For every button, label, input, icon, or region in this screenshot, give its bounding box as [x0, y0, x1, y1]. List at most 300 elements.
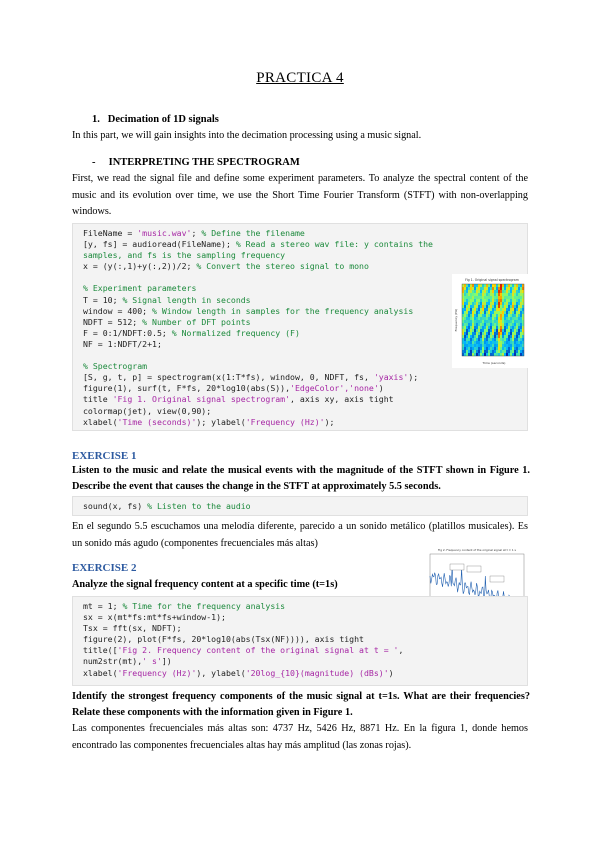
- spectrogram-cell: [522, 329, 524, 332]
- spectrogram-cell: [486, 338, 488, 341]
- spectrogram-cell: [498, 347, 500, 350]
- spectrogram-cell: [480, 311, 482, 314]
- figure-1-xlabel: Time (seconds): [482, 361, 506, 365]
- spectrogram-cell: [518, 353, 520, 356]
- spectrogram-cell: [514, 311, 516, 314]
- spectrogram-cell: [464, 284, 466, 287]
- spectrogram-cell: [476, 317, 478, 320]
- spectrogram-cell: [518, 344, 520, 347]
- spectrogram-cell: [464, 341, 466, 344]
- spectrogram-cell: [522, 341, 524, 344]
- spectrogram-cell: [500, 344, 502, 347]
- spectrogram-cell: [516, 314, 518, 317]
- spectrogram-cell: [520, 299, 522, 302]
- spectrogram-cell: [480, 299, 482, 302]
- spectrogram-cell: [470, 314, 472, 317]
- spectrogram-cell: [470, 299, 472, 302]
- spectrogram-cell: [506, 335, 508, 338]
- spectrogram-cell: [508, 308, 510, 311]
- spectrogram-cell: [492, 344, 494, 347]
- spectrogram-cell: [488, 284, 490, 287]
- spectrogram-cell: [476, 284, 478, 287]
- spectrogram-cell: [520, 311, 522, 314]
- code-block-frequency: [72, 596, 528, 686]
- spectrogram-cell: [488, 320, 490, 323]
- spectrogram-cell: [508, 284, 510, 287]
- spectrogram-cell: [470, 332, 472, 335]
- spectrogram-cell: [468, 338, 470, 341]
- spectrogram-cell: [480, 314, 482, 317]
- code1-line: window = 400; % Window length in samples for the frequency analysis: [83, 305, 414, 316]
- spectrogram-cell: [490, 308, 492, 311]
- code1-line: [y, fs] = audioread(FileName); % Read a stereo wav file: y contains the: [83, 239, 433, 250]
- spectrogram-cell: [470, 338, 472, 341]
- spectrogram-cell: [506, 317, 508, 320]
- spectrogram-cell: [518, 338, 520, 341]
- spectrogram-cell: [520, 338, 522, 341]
- spectrogram-cell: [488, 353, 490, 356]
- spectrogram-cell: [498, 314, 500, 317]
- spectrogram-cell: [520, 341, 522, 344]
- spectrogram-cell: [470, 323, 472, 326]
- subsection-paragraph: First, we read the signal file and define some experiment parameters. To analyze the spectral content of the music and its evolution over time, we use the Short Time Fourier Transform (STFT) with non-overlapping windows.: [72, 173, 528, 217]
- exercise-2-question: Analyze the signal frequency content at a specific time (t=1s): [72, 579, 338, 590]
- spectrogram-cell: [486, 290, 488, 293]
- code1-line: xlabel('Time (seconds)'); ylabel('Frequency (Hz)');: [83, 416, 335, 427]
- spectrogram-cell: [482, 284, 484, 287]
- spectrogram-cell: [504, 308, 506, 311]
- spectrogram-cell: [480, 341, 482, 344]
- spectrogram-cell: [500, 314, 502, 317]
- spectrogram-cell: [496, 323, 498, 326]
- code1-line: FileName = 'music.wav'; % Define the filename: [83, 228, 305, 238]
- spectrogram-cell: [470, 326, 472, 329]
- spectrogram-cell: [496, 299, 498, 302]
- spectrogram-cell: [500, 296, 502, 299]
- spectrogram-cell: [516, 335, 518, 338]
- spectrogram-cell: [514, 314, 516, 317]
- spectrogram-cell: [516, 296, 518, 299]
- exercise-2-heading: EXERCISE 2: [72, 562, 137, 574]
- spectrogram-cell: [502, 317, 504, 320]
- spectrogram-cell: [492, 320, 494, 323]
- spectrogram-cell: [480, 287, 482, 290]
- spectrogram-cell: [518, 329, 520, 332]
- spectrogram-cell: [488, 314, 490, 317]
- spectrogram-cell: [508, 335, 510, 338]
- spectrogram-cell: [468, 347, 470, 350]
- spectrogram-cell: [476, 338, 478, 341]
- spectrogram-cell: [494, 344, 496, 347]
- spectrogram-cell: [478, 311, 480, 314]
- spectrogram-cell: [498, 353, 500, 356]
- spectrogram-cell: [482, 308, 484, 311]
- spectrogram-cell: [500, 332, 502, 335]
- spectrogram-cell: [516, 341, 518, 344]
- spectrogram-cell: [516, 353, 518, 356]
- data-tip-1: [450, 564, 464, 570]
- spectrogram-cell: [462, 320, 464, 323]
- spectrogram-cell: [484, 332, 486, 335]
- spectrogram-cell: [480, 347, 482, 350]
- spectrogram-cell: [464, 287, 466, 290]
- spectrogram-cell: [514, 344, 516, 347]
- spectrogram-cell: [494, 347, 496, 350]
- spectrogram-cell: [504, 353, 506, 356]
- spectrogram-cell: [470, 320, 472, 323]
- spectrogram-cell: [506, 290, 508, 293]
- spectrogram-cell: [508, 344, 510, 347]
- spectrogram-cell: [486, 323, 488, 326]
- spectrogram-cell: [480, 326, 482, 329]
- spectrogram-cell: [484, 287, 486, 290]
- spectrogram-cell: [464, 302, 466, 305]
- code1-line: title 'Fig 1. Original signal spectrogram', axis xy, axis tight: [83, 394, 394, 405]
- spectrogram-cell: [522, 353, 524, 356]
- figure-1-ylabel: Frequency (Hz): [454, 308, 458, 332]
- spectrogram-cell: [466, 302, 468, 305]
- spectrogram-cell: [502, 290, 504, 293]
- spectrogram-cell: [504, 302, 506, 305]
- spectrogram-cell: [482, 335, 484, 338]
- spectrogram-cell: [508, 299, 510, 302]
- spectrogram-cell: [506, 308, 508, 311]
- spectrogram-cell: [502, 338, 504, 341]
- spectrogram-cell: [492, 317, 494, 320]
- spectrogram-cell: [516, 326, 518, 329]
- spectrogram-cell: [486, 335, 488, 338]
- spectrogram-cell: [512, 290, 514, 293]
- spectrogram-cell: [498, 308, 500, 311]
- spectrogram-cell: [482, 344, 484, 347]
- spectrogram-cell: [518, 347, 520, 350]
- spectrogram-cell: [484, 341, 486, 344]
- spectrogram-cell: [478, 338, 480, 341]
- spectrogram-cell: [492, 290, 494, 293]
- spectrogram-cell: [464, 353, 466, 356]
- spectrogram-cell: [490, 344, 492, 347]
- spectrogram-cell: [482, 317, 484, 320]
- spectrogram-cell: [510, 314, 512, 317]
- spectrogram-cell: [518, 287, 520, 290]
- spectrogram-cell: [468, 326, 470, 329]
- spectrogram-cell: [514, 320, 516, 323]
- spectrogram-cell: [520, 296, 522, 299]
- spectrogram-cell: [508, 302, 510, 305]
- spectrogram-cell: [504, 293, 506, 296]
- spectrogram-cell: [504, 332, 506, 335]
- spectrogram-cell: [498, 350, 500, 353]
- spectrogram-cell: [506, 299, 508, 302]
- spectrogram-cell: [502, 293, 504, 296]
- spectrogram-cell: [512, 338, 514, 341]
- spectrogram-cell: [504, 323, 506, 326]
- spectrogram-cell: [482, 353, 484, 356]
- spectrogram-cell: [502, 341, 504, 344]
- spectrogram-cell: [510, 329, 512, 332]
- spectrogram-cell: [494, 320, 496, 323]
- spectrogram-cell: [506, 302, 508, 305]
- spectrogram-cell: [494, 299, 496, 302]
- spectrogram-cell: [466, 305, 468, 308]
- spectrogram-cell: [494, 293, 496, 296]
- spectrogram-cell: [486, 302, 488, 305]
- spectrogram-cell: [516, 305, 518, 308]
- spectrogram-cell: [492, 293, 494, 296]
- spectrogram-cell: [500, 350, 502, 353]
- spectrogram-cell: [512, 353, 514, 356]
- spectrogram-cell: [488, 329, 490, 332]
- spectrogram-cell: [488, 341, 490, 344]
- spectrogram-cell: [506, 305, 508, 308]
- spectrogram-cell: [518, 335, 520, 338]
- spectrogram-cell: [466, 329, 468, 332]
- spectrogram-cell: [462, 350, 464, 353]
- spectrogram-cell: [520, 335, 522, 338]
- spectrogram-cell: [472, 332, 474, 335]
- spectrogram-cell: [498, 329, 500, 332]
- spectrogram-cell: [510, 299, 512, 302]
- spectrogram-cell: [466, 308, 468, 311]
- spectrogram-cell: [482, 305, 484, 308]
- spectrogram-cell: [482, 320, 484, 323]
- spectrogram-cell: [490, 299, 492, 302]
- spectrogram-cell: [472, 335, 474, 338]
- spectrogram-cell: [520, 347, 522, 350]
- spectrogram-cell: [492, 323, 494, 326]
- spectrogram-cell: [518, 317, 520, 320]
- spectrogram-cell: [520, 332, 522, 335]
- spectrogram-cell: [516, 290, 518, 293]
- spectrogram-cell: [520, 290, 522, 293]
- spectrogram-cell: [486, 329, 488, 332]
- spectrogram-cell: [468, 344, 470, 347]
- spectrogram-cell: [464, 350, 466, 353]
- spectrogram-cell: [482, 287, 484, 290]
- spectrogram-cell: [492, 350, 494, 353]
- spectrogram-cell: [486, 344, 488, 347]
- spectrogram-cell: [508, 317, 510, 320]
- spectrogram-cell: [476, 290, 478, 293]
- spectrogram-cell: [484, 344, 486, 347]
- spectrogram-cell: [492, 353, 494, 356]
- spectrogram-cell: [496, 308, 498, 311]
- spectrogram-cell: [476, 299, 478, 302]
- spectrogram-cell: [476, 308, 478, 311]
- spectrogram-cell: [462, 305, 464, 308]
- spectrogram-cell: [472, 311, 474, 314]
- spectrogram-cell: [500, 347, 502, 350]
- spectrogram-cell: [480, 317, 482, 320]
- spectrogram-cell: [496, 335, 498, 338]
- spectrogram-cell: [476, 314, 478, 317]
- spectrogram-cell: [462, 344, 464, 347]
- spectrogram-cell: [482, 299, 484, 302]
- spectrogram-cell: [484, 329, 486, 332]
- spectrogram-cell: [474, 284, 476, 287]
- spectrogram-cell: [498, 284, 500, 287]
- spectrogram-cell: [486, 299, 488, 302]
- spectrogram-cell: [488, 338, 490, 341]
- spectrogram-cell: [466, 344, 468, 347]
- spectrogram-cell: [514, 341, 516, 344]
- spectrogram-cell: [486, 305, 488, 308]
- spectrogram-cell: [522, 344, 524, 347]
- spectrogram-cell: [462, 299, 464, 302]
- spectrogram-cell: [496, 287, 498, 290]
- spectrogram-cell: [508, 353, 510, 356]
- spectrogram-cell: [474, 335, 476, 338]
- spectrogram-cell: [504, 305, 506, 308]
- spectrogram-cell: [486, 296, 488, 299]
- spectrogram-cell: [498, 290, 500, 293]
- spectrogram-cell: [470, 293, 472, 296]
- spectrogram-cell: [478, 341, 480, 344]
- spectrogram-cell: [476, 323, 478, 326]
- spectrogram-cell: [508, 287, 510, 290]
- spectrogram-cell: [502, 332, 504, 335]
- spectrogram-cell: [514, 305, 516, 308]
- spectrogram-cell: [516, 344, 518, 347]
- spectrogram-cell: [502, 314, 504, 317]
- spectrogram-cell: [494, 290, 496, 293]
- spectrogram-cell: [494, 335, 496, 338]
- spectrogram-cell: [464, 329, 466, 332]
- spectrogram-cell: [478, 290, 480, 293]
- spectrogram-cell: [466, 335, 468, 338]
- spectrogram-cell: [484, 314, 486, 317]
- spectrogram-cell: [522, 311, 524, 314]
- spectrogram-cell: [474, 311, 476, 314]
- spectrogram-cell: [502, 284, 504, 287]
- spectrogram-cell: [520, 323, 522, 326]
- spectrogram-cell: [504, 290, 506, 293]
- spectrogram-cell: [496, 284, 498, 287]
- spectrogram-cell: [466, 338, 468, 341]
- code1-line: % Spectrogram: [83, 361, 148, 372]
- spectrogram-cell: [502, 320, 504, 323]
- code1-line: samples, and fs is the sampling frequency: [83, 250, 286, 261]
- spectrogram-cell: [478, 314, 480, 317]
- spectrogram-cell: [468, 296, 470, 299]
- spectrogram-cell: [470, 350, 472, 353]
- spectrogram-cell: [510, 347, 512, 350]
- spectrogram-cell: [466, 290, 468, 293]
- spectrogram-cell: [478, 335, 480, 338]
- spectrogram-cell: [510, 302, 512, 305]
- spectrogram-cell: [494, 314, 496, 317]
- spectrogram-cell: [510, 284, 512, 287]
- spectrogram-cell: [504, 329, 506, 332]
- spectrogram-cell: [478, 284, 480, 287]
- exercise-2-question-2: Identify the strongest frequency components of the music signal at t=1s. What are their frequencies? Relate these components with the information given in Figure 1.: [72, 691, 530, 718]
- spectrogram-cell: [508, 338, 510, 341]
- spectrogram-cell: [494, 308, 496, 311]
- spectrogram-cell: [470, 287, 472, 290]
- spectrogram-cell: [490, 326, 492, 329]
- spectrogram-cell: [468, 341, 470, 344]
- spectrogram-cell: [470, 317, 472, 320]
- code1-line: T = 10; % Signal length in seconds: [83, 294, 251, 305]
- spectrogram-cell: [496, 353, 498, 356]
- spectrogram-cell: [474, 314, 476, 317]
- spectrogram-cell: [492, 341, 494, 344]
- spectrogram-cell: [482, 290, 484, 293]
- spectrogram-cell: [504, 338, 506, 341]
- spectrogram-cell: [466, 350, 468, 353]
- spectrogram-cell: [496, 296, 498, 299]
- spectrogram-cell: [508, 350, 510, 353]
- spectrogram-cell: [498, 296, 500, 299]
- spectrogram-cell: [498, 335, 500, 338]
- spectrogram-cell: [474, 293, 476, 296]
- spectrogram-cell: [474, 317, 476, 320]
- spectrogram-cell: [502, 311, 504, 314]
- spectrogram-cell: [480, 329, 482, 332]
- spectrogram-cell: [466, 311, 468, 314]
- spectrogram-cell: [510, 332, 512, 335]
- spectrogram-cell: [466, 287, 468, 290]
- spectrogram-cell: [500, 299, 502, 302]
- spectrogram-cell: [500, 353, 502, 356]
- spectrogram-cell: [462, 353, 464, 356]
- spectrogram-cell: [502, 287, 504, 290]
- spectrogram-cell: [466, 314, 468, 317]
- spectrogram-cell: [484, 308, 486, 311]
- spectrogram-cell: [482, 350, 484, 353]
- spectrogram-cell: [488, 311, 490, 314]
- spectrogram-cell: [502, 299, 504, 302]
- spectrogram-cell: [502, 329, 504, 332]
- spectrogram-cell: [478, 308, 480, 311]
- spectrogram-cell: [472, 302, 474, 305]
- spectrogram-cell: [474, 350, 476, 353]
- spectrogram-cell: [498, 305, 500, 308]
- code1-line: NF = 1:NDFT/2+1;: [83, 338, 162, 349]
- spectrogram-cell: [512, 347, 514, 350]
- spectrogram-cell: [512, 296, 514, 299]
- spectrogram-cell: [496, 341, 498, 344]
- spectrogram-cell: [486, 353, 488, 356]
- spectrogram-cell: [508, 323, 510, 326]
- spectrogram-cell: [498, 311, 500, 314]
- spectrogram-cell: [510, 317, 512, 320]
- spectrogram-cell: [514, 296, 516, 299]
- spectrogram-cell: [488, 317, 490, 320]
- spectrogram-cell: [462, 287, 464, 290]
- spectrogram-cell: [490, 347, 492, 350]
- spectrogram-cell: [490, 311, 492, 314]
- spectrogram-cell: [466, 299, 468, 302]
- section-intro: In this part, we will gain insights into the decimation processing using a music signal.: [72, 130, 422, 141]
- spectrogram-cell: [500, 341, 502, 344]
- code1-line: NDFT = 512; % Number of DFT points: [83, 316, 251, 327]
- spectrogram-cell: [502, 347, 504, 350]
- spectrogram-cell: [488, 335, 490, 338]
- spectrogram-cell: [514, 308, 516, 311]
- spectrogram-cell: [498, 341, 500, 344]
- spectrogram-cell: [508, 347, 510, 350]
- spectrogram-cell: [470, 311, 472, 314]
- spectrogram-cell: [494, 311, 496, 314]
- spectrogram-cell: [464, 347, 466, 350]
- spectrogram-cell: [494, 323, 496, 326]
- spectrogram-cell: [472, 320, 474, 323]
- spectrogram-cell: [490, 350, 492, 353]
- spectrogram-cell: [478, 287, 480, 290]
- spectrogram-cell: [502, 326, 504, 329]
- spectrogram-cell: [520, 350, 522, 353]
